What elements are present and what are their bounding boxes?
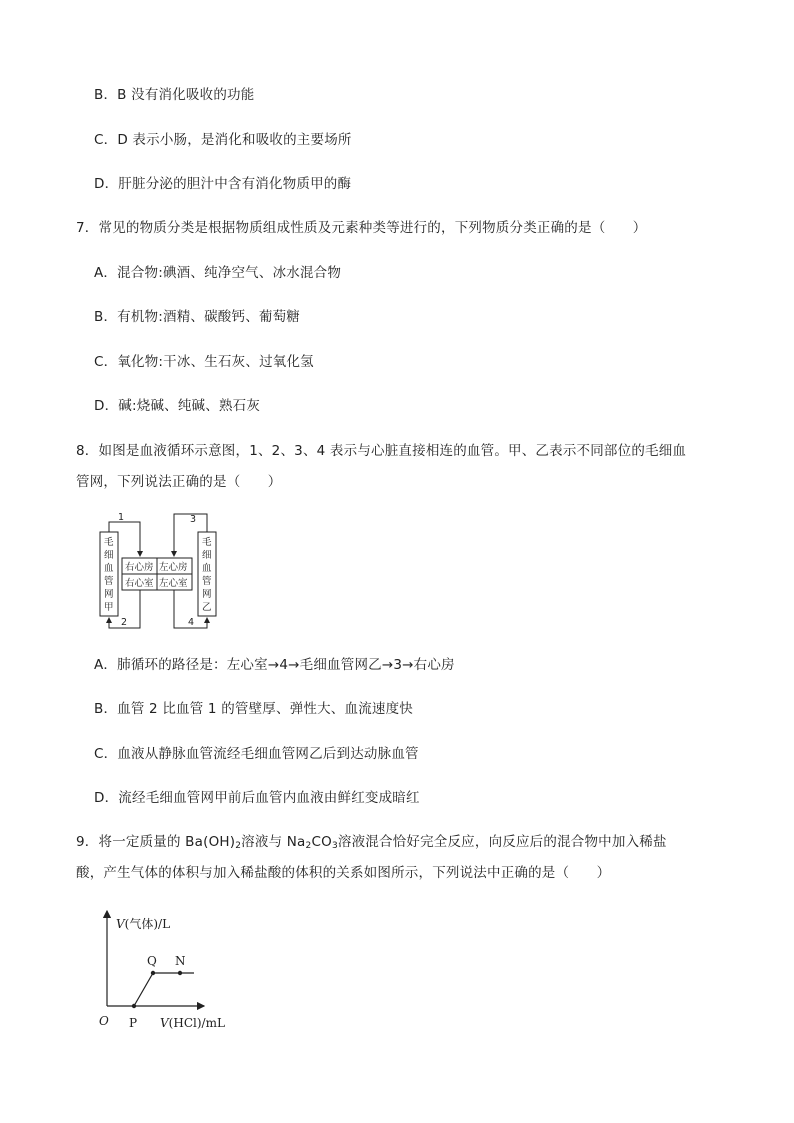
q8-option-c: C．血液从静脉血管流经毛细血管网乙后到达动脉血管 bbox=[94, 746, 419, 762]
q8-stem-line1: 8．如图是血液循环示意图，1、2、3、4 表示与心脏直接相连的血管。甲、乙表示不同部位的毛细血 bbox=[76, 443, 687, 459]
point-n-label: N bbox=[175, 954, 186, 968]
q7-option-a: A．混合物:碘酒、纯净空气、冰水混合物 bbox=[94, 265, 342, 281]
point-q-label: Q bbox=[147, 954, 157, 968]
y-axis-label: V(气体)/L bbox=[116, 917, 171, 931]
left-ventricle-label: 左心室 bbox=[159, 578, 188, 589]
origin-label: O bbox=[99, 1014, 109, 1028]
q7-stem: 7．常见的物质分类是根据物质组成性质及元素种类等进行的，下列物质分类正确的是（ ） bbox=[76, 220, 647, 236]
svg-text:毛: 毛 bbox=[104, 537, 114, 548]
svg-text:网: 网 bbox=[202, 589, 212, 600]
q8-option-d: D．流经毛细血管网甲前后血管内血液由鲜红变成暗红 bbox=[94, 790, 420, 806]
q6-option-b: B．B 没有消化吸收的功能 bbox=[94, 87, 255, 103]
q9-stem-line2: 酸，产生气体的体积与加入稀盐酸的体积的关系如图所示，下列说法中正确的是（ ） bbox=[76, 865, 611, 881]
right-box-text bbox=[202, 537, 212, 613]
point-p-label: P bbox=[129, 1016, 138, 1030]
vessel-4-label: 4 bbox=[188, 617, 195, 628]
q7-option-b: B．有机物:酒精、碳酸钙、葡萄糖 bbox=[94, 309, 301, 325]
svg-text:细: 细 bbox=[202, 550, 212, 561]
q6-option-d: D．肝脏分泌的胆汁中含有消化物质甲的酶 bbox=[94, 176, 352, 192]
vessel-1 bbox=[109, 522, 140, 556]
svg-text:管: 管 bbox=[104, 576, 114, 587]
q9-stem-line1: 9．将一定质量的 $Ba(OH)_2$溶液与 $Na_2CO_3$溶液混合恰好完全反应，向反应后的混合物中加入稀盐 bbox=[76, 834, 667, 851]
point-p bbox=[132, 1004, 136, 1008]
vessel-3-label: 3 bbox=[190, 514, 197, 525]
x-axis-label: V(HCl)/mL bbox=[160, 1016, 225, 1030]
q7-option-d: D．碱:烧碱、纯碱、熟石灰 bbox=[94, 398, 261, 414]
gas-curve bbox=[134, 973, 194, 1006]
blood-circulation-diagram bbox=[96, 506, 226, 634]
svg-text:血: 血 bbox=[202, 563, 212, 574]
vessel-1-label: 1 bbox=[118, 512, 125, 523]
q8-option-b: B．血管 2 比血管 1 的管壁厚、弹性大、血流速度快 bbox=[94, 701, 414, 717]
svg-text:血: 血 bbox=[104, 563, 114, 574]
vessel-2-label: 2 bbox=[121, 617, 128, 628]
point-q bbox=[151, 971, 155, 975]
q7-option-c: C．氧化物:干冰、生石灰、过氧化氢 bbox=[94, 354, 314, 370]
svg-text:毛: 毛 bbox=[202, 537, 212, 548]
svg-text:管: 管 bbox=[202, 576, 212, 587]
right-ventricle-label: 右心室 bbox=[125, 578, 154, 589]
right-atrium-label: 右心房 bbox=[125, 562, 154, 573]
svg-text:甲: 甲 bbox=[104, 602, 114, 613]
left-box-text bbox=[104, 537, 114, 613]
point-n bbox=[178, 971, 182, 975]
q8-stem-line2: 管网，下列说法正确的是（ ） bbox=[76, 474, 282, 490]
svg-text:细: 细 bbox=[104, 550, 114, 561]
left-atrium-label: 左心房 bbox=[159, 562, 188, 573]
q8-option-a: A．肺循环的路径是：左心室→4→毛细血管网乙→3→右心房 bbox=[94, 657, 455, 673]
svg-text:网: 网 bbox=[104, 589, 114, 600]
svg-text:乙: 乙 bbox=[202, 602, 212, 613]
q6-option-c: C．D 表示小肠，是消化和吸收的主要场所 bbox=[94, 132, 352, 148]
gas-volume-graph bbox=[96, 906, 246, 1034]
